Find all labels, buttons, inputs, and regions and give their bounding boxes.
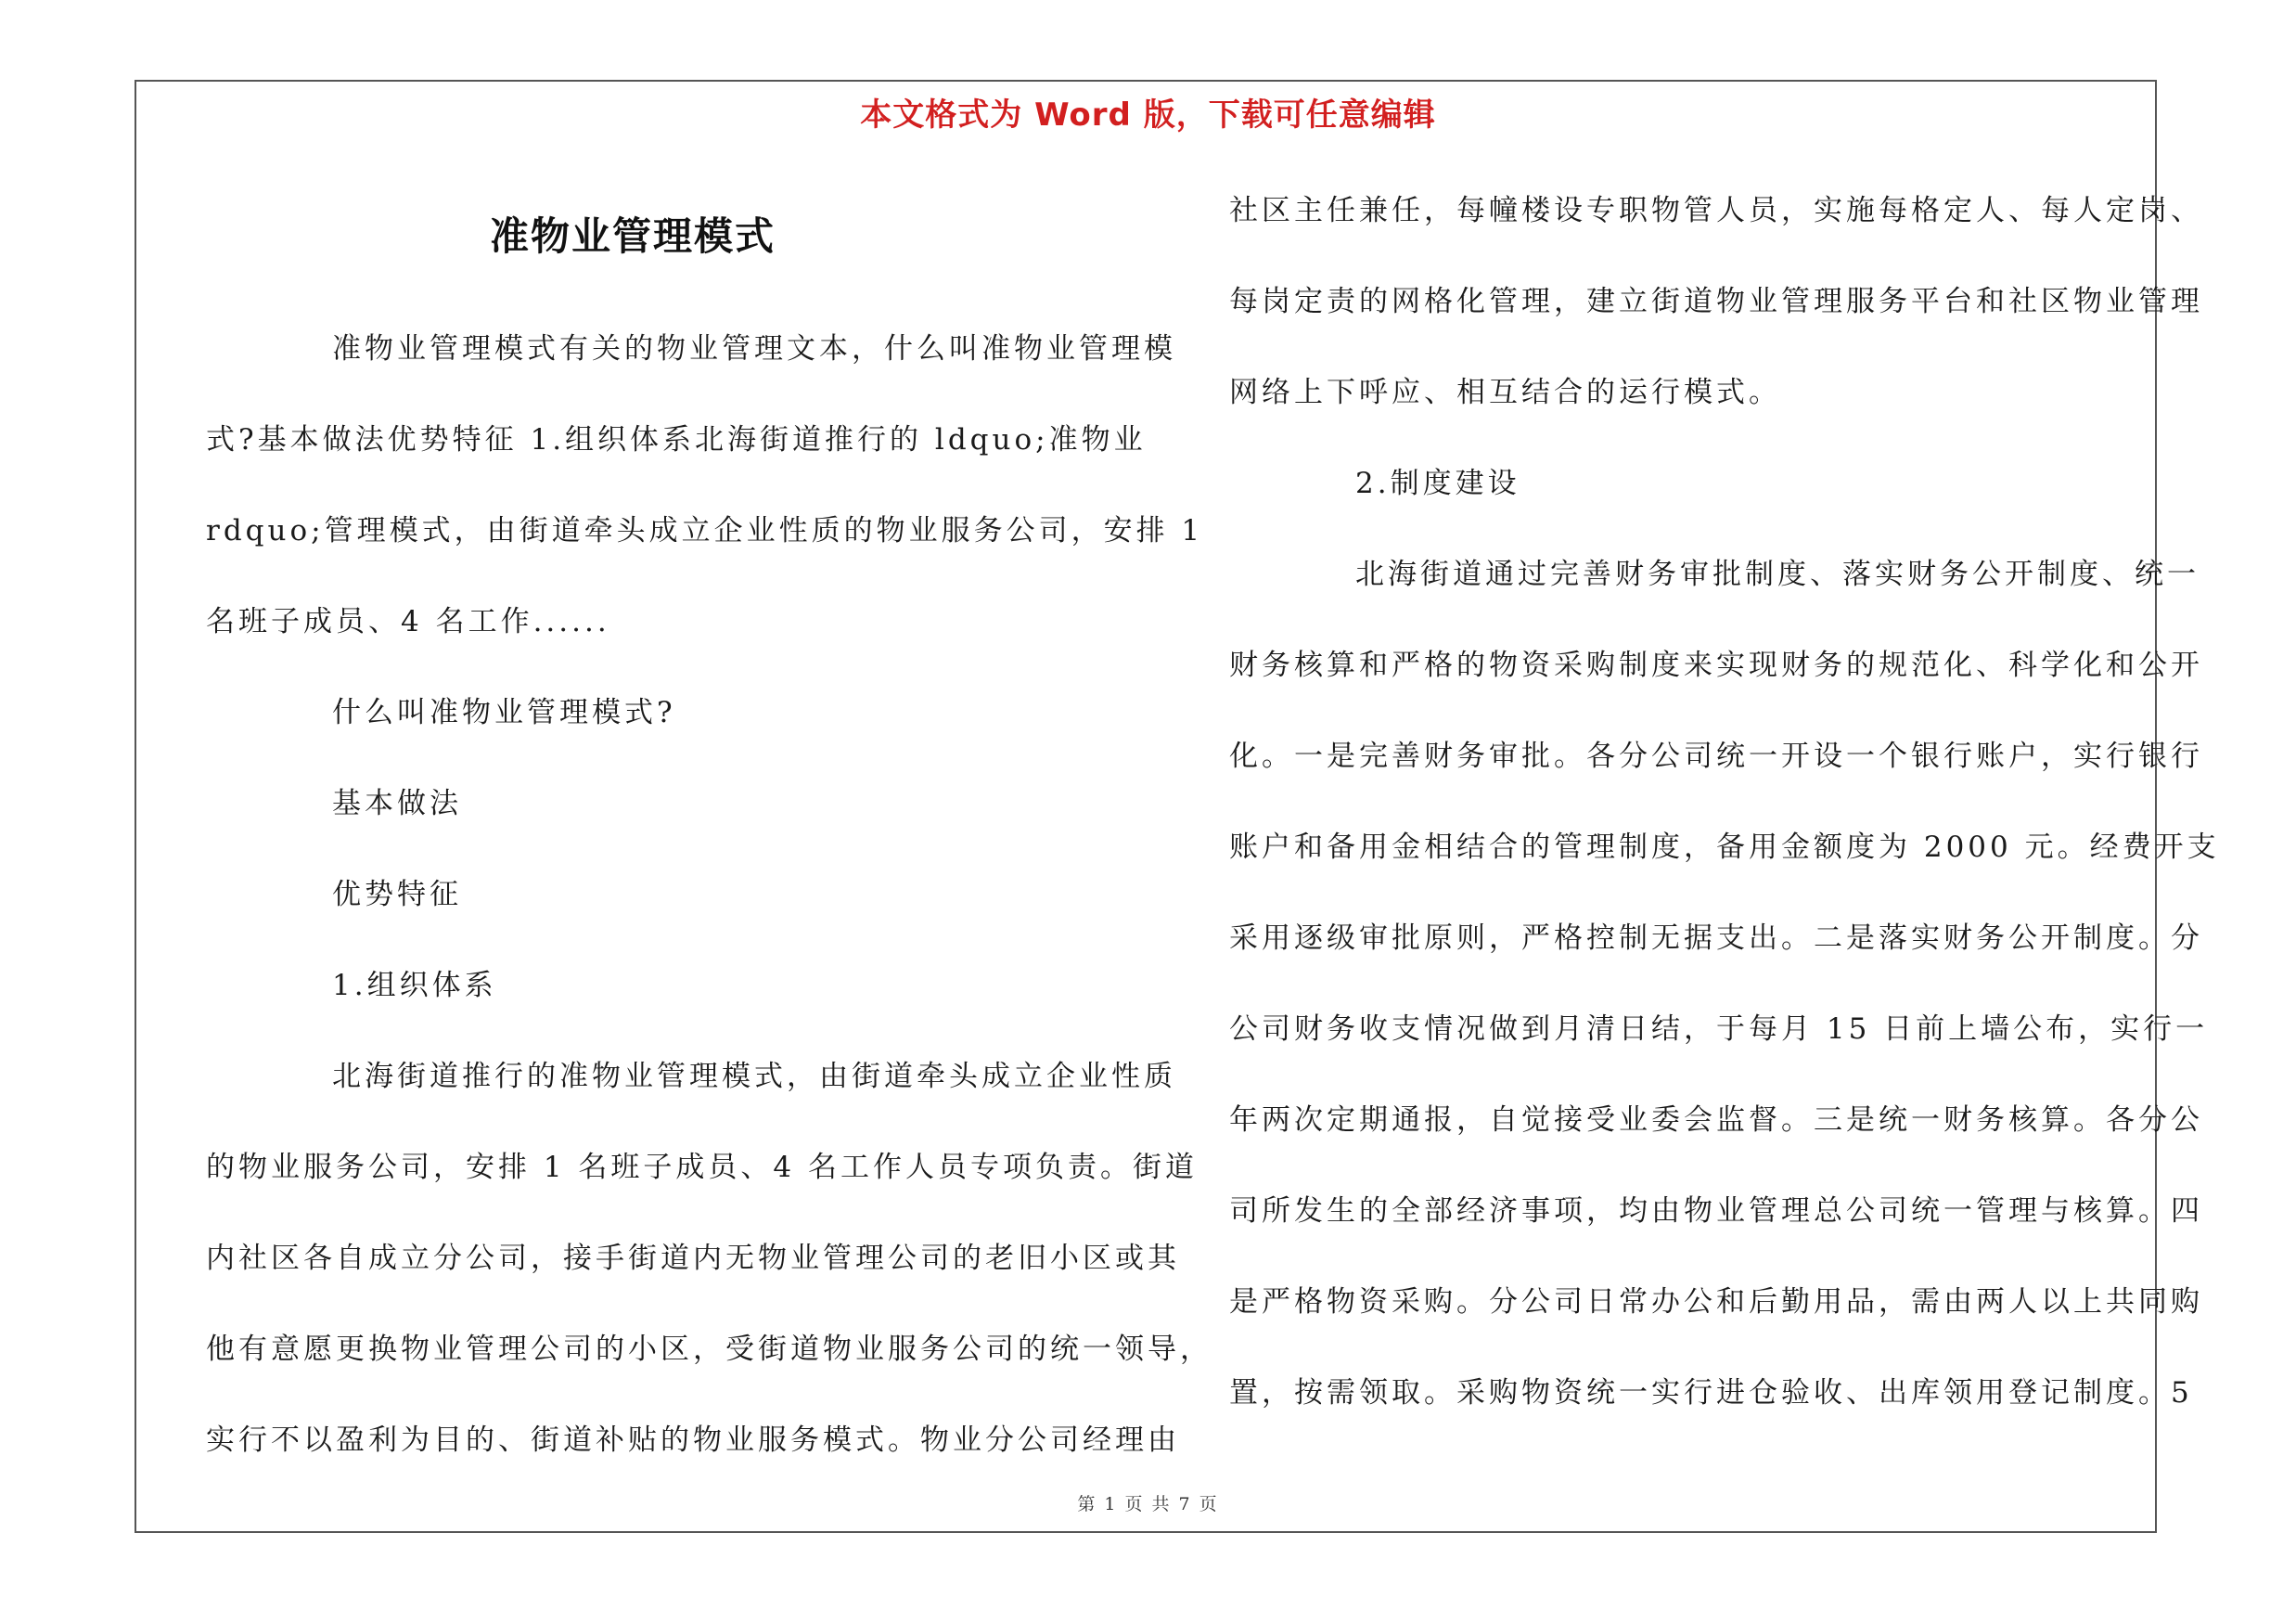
paragraph-line: rdquo;管理模式，由街道牵头成立企业性质的物业服务公司，安排 1 [206, 514, 1204, 547]
paragraph-line: 账户和备用金相结合的管理制度，备用金额度为 2000 元。经费开支 [1229, 831, 2220, 864]
paragraph-line: 实行不以盈利为目的、街道补贴的物业服务模式。物业分公司经理由 [206, 1423, 1180, 1457]
paragraph-line: 置，按需领取。采购物资统一实行进仓验收、出库领用登记制度。5 [1229, 1376, 2193, 1410]
paragraph-line: 财务核算和严格的物资采购制度来实现财务的规范化、科学化和公开 [1229, 649, 2203, 682]
page-number-footer: 第 1 页 共 7 页 [1077, 1494, 1219, 1514]
heading-line: 什么叫准物业管理模式? [332, 696, 676, 729]
paragraph-line: 内社区各自成立分公司，接手街道内无物业管理公司的老旧小区或其 [206, 1242, 1180, 1275]
heading-line: 优势特征 [332, 878, 462, 911]
paragraph-line: 他有意愿更换物业管理公司的小区，受街道物业服务公司的统一领导， [206, 1333, 1212, 1366]
paragraph-line: 采用逐级审批原则，严格控制无据支出。二是落实财务公开制度。分 [1229, 921, 2203, 955]
heading-line: 2.制度建设 [1355, 467, 1520, 500]
paragraph-line: 年两次定期通报，自觉接受业委会监督。三是统一财务核算。各分公 [1229, 1103, 2203, 1137]
heading-line: 基本做法 [332, 787, 462, 820]
paragraph-line: 化。一是完善财务审批。各分公司统一开设一个银行账户，实行银行 [1229, 740, 2203, 773]
paragraph-line: 网络上下呼应、相互结合的运行模式。 [1229, 376, 1781, 409]
document-title: 准物业管理模式 [489, 213, 776, 259]
paragraph-line: 北海街道通过完善财务审批制度、落实财务公开制度、统一 [1355, 558, 2200, 591]
paragraph-line: 司所发生的全部经济事项，均由物业管理总公司统一管理与核算。四 [1229, 1194, 2203, 1228]
paragraph-line: 北海街道推行的准物业管理模式，由街道牵头成立企业性质 [332, 1060, 1176, 1093]
paragraph-line: 名班子成员、4 名工作...... [206, 605, 610, 638]
word-format-banner: 本文格式为 Word 版，下载可任意编辑 [860, 97, 1436, 134]
paragraph-line: 的物业服务公司，安排 1 名班子成员、4 名工作人员专项负责。街道 [206, 1151, 1199, 1184]
paragraph-line: 每岗定责的网格化管理，建立街道物业管理服务平台和社区物业管理 [1229, 285, 2203, 318]
paragraph-line: 社区主任兼任，每幢楼设专职物管人员，实施每格定人、每人定岗、 [1229, 194, 2203, 227]
paragraph-line: 准物业管理模式有关的物业管理文本，什么叫准物业管理模 [332, 332, 1176, 366]
paragraph-line: 公司财务收支情况做到月清日结，于每月 15 日前上墙公布，实行一 [1229, 1012, 2209, 1046]
heading-line: 1.组织体系 [332, 969, 497, 1002]
paragraph-line: 是严格物资采购。分公司日常办公和后勤用品，需由两人以上共同购 [1229, 1285, 2203, 1319]
paragraph-line: 式?基本做法优势特征 1.组织体系北海街道推行的 ldquo;准物业 [206, 423, 1147, 457]
